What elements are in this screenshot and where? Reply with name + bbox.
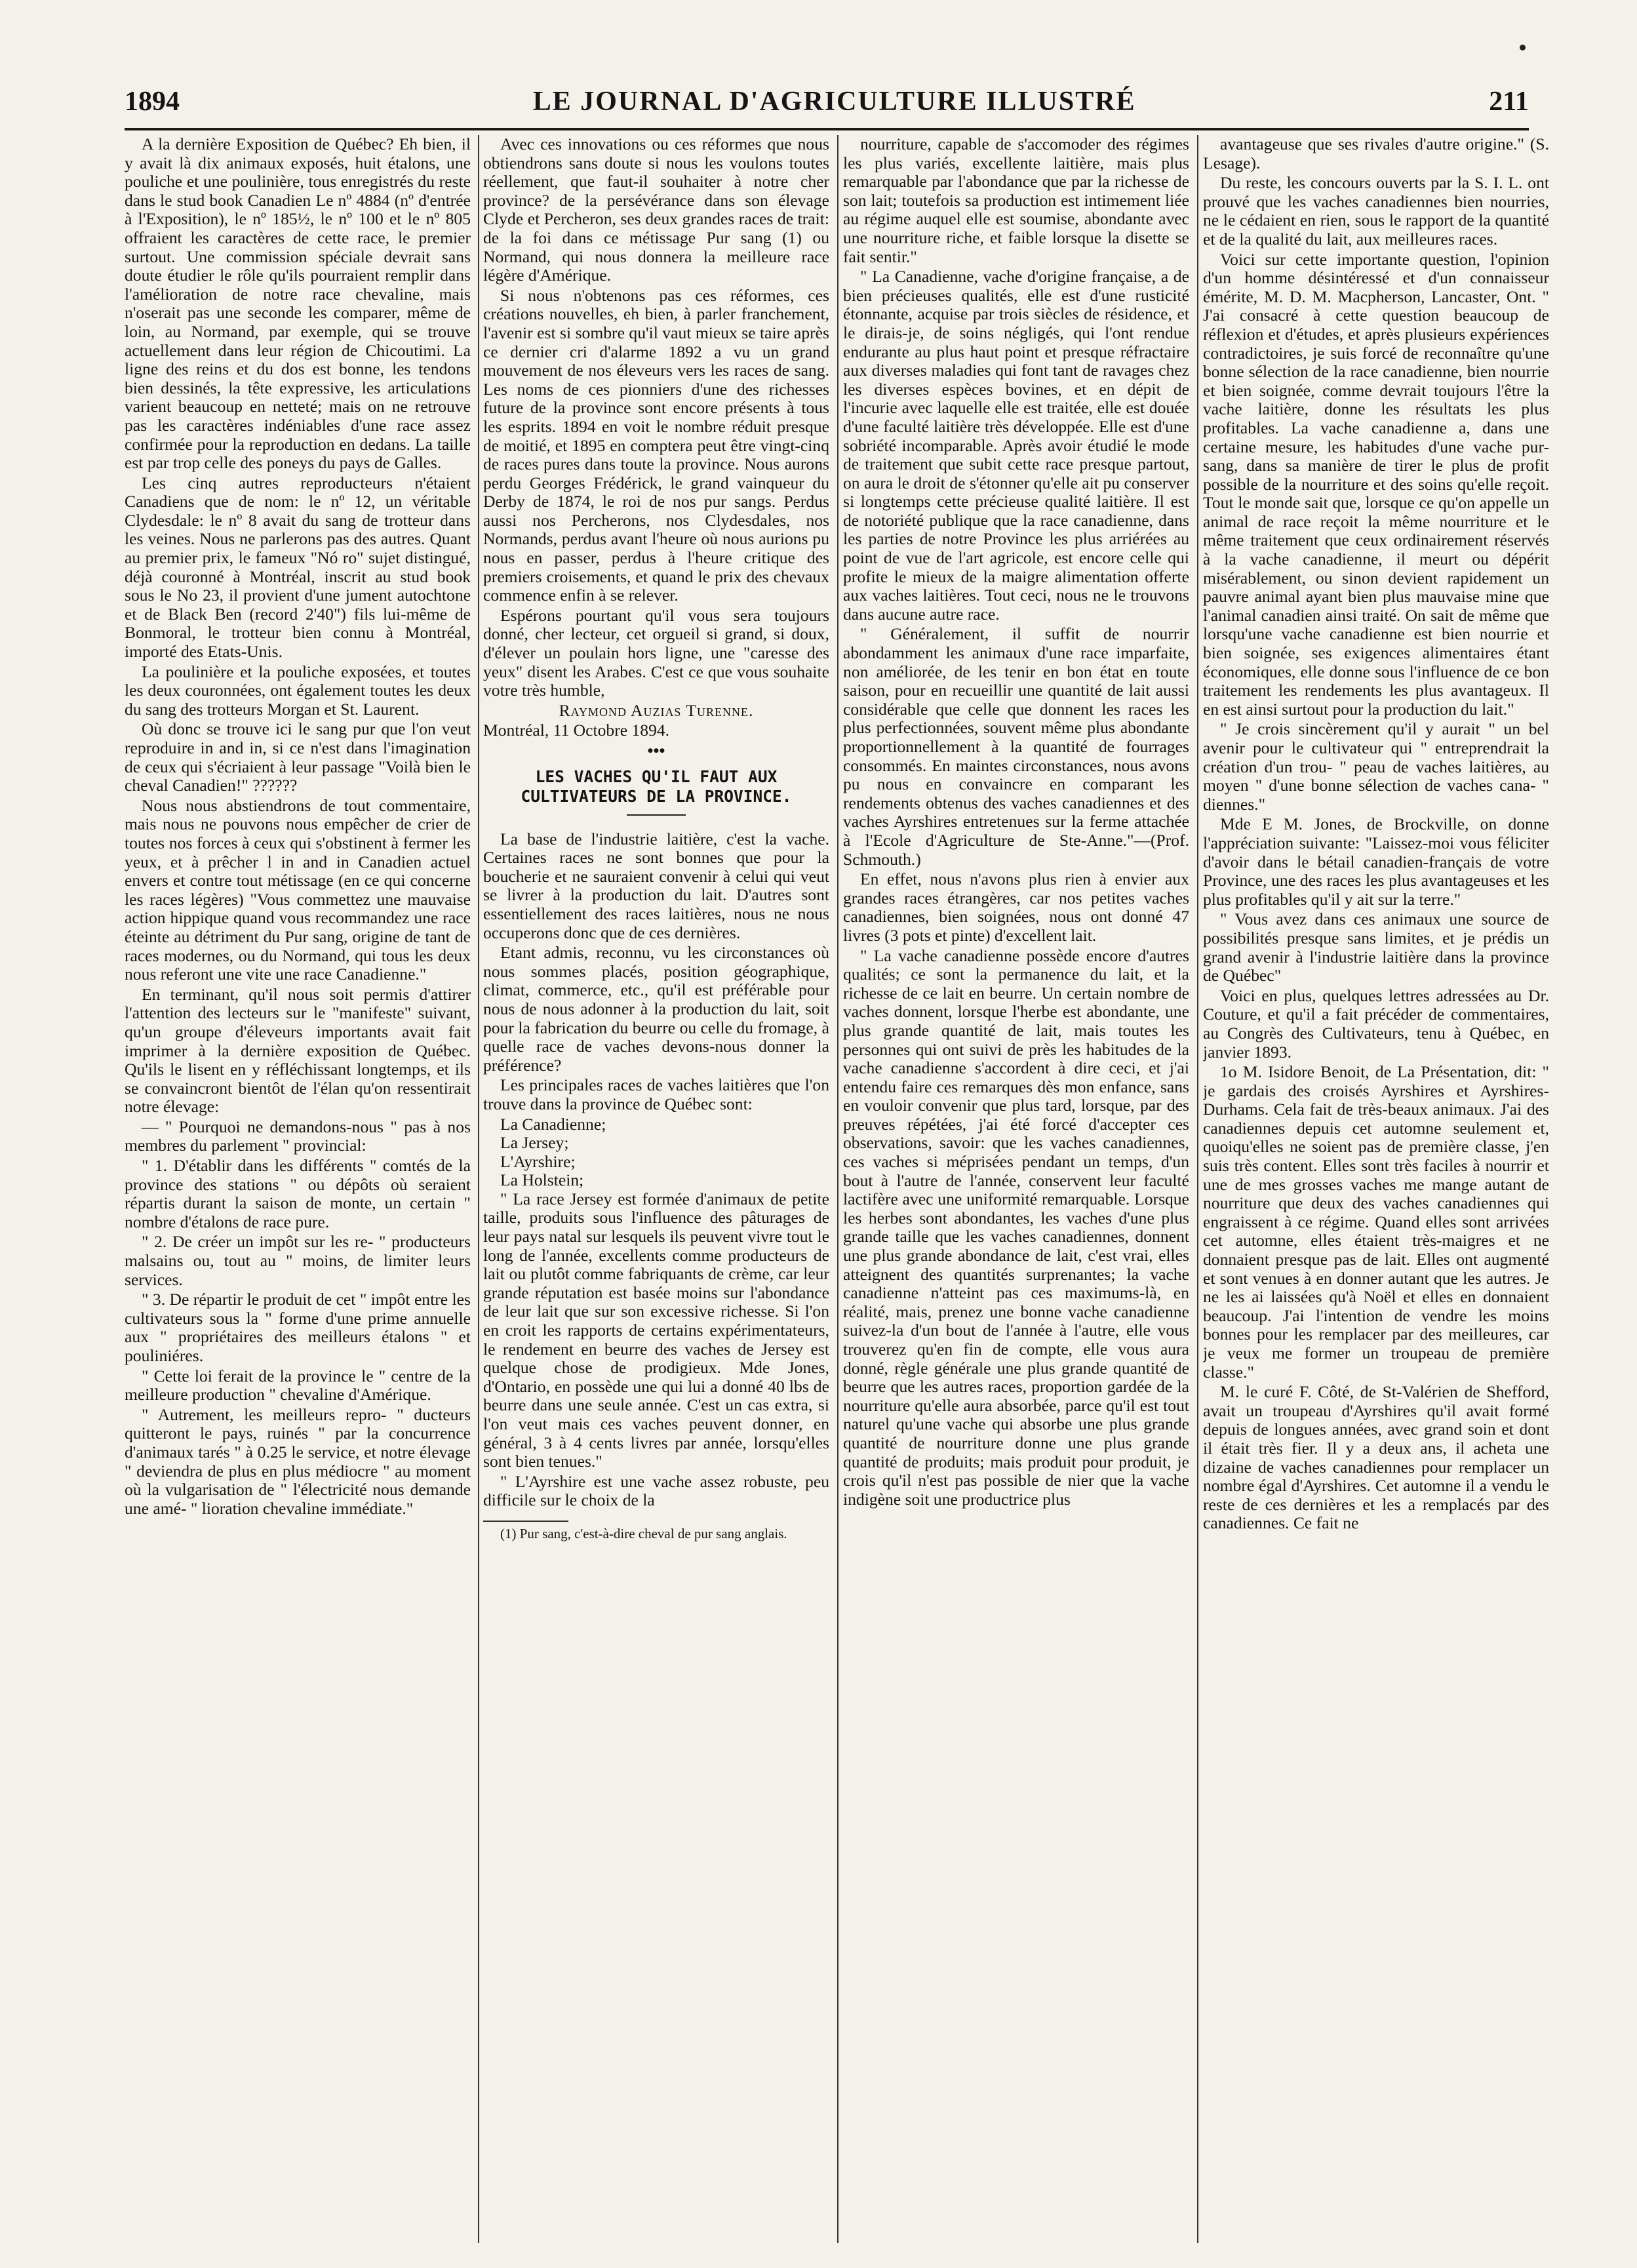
footnote-rule — [483, 1521, 568, 1522]
manifesto-paragraph: " 3. De répartir le produit de cet " impôt entre les cultivateurs sous la " forme d'une prime annuelle aux " propriétaires des meilleurs étalons " et pouliniéres. — [125, 1290, 471, 1365]
paragraph: " L'Ayrshire est une vache assez robuste, peu difficile sur le choix de la — [483, 1471, 829, 1510]
paragraph: Voici sur cette importante question, l'opinion d'un homme désintéressé et d'un connaisseur émérite, M. D. M. Macpherson, Lancaster, Ont. " J'ai consacré à cette question beaucoup de réflexion et d'études, et après plusieurs expériences contradictoires, je suis forcé de reconnaître qu'une bonne sélection de la race canadienne, bien nourrie et bien soignée, comme devrait toujours l'être la vache laitière, donne les résultats les plus profitables. La vache canadienne a, dans une certaine mesure, les habitudes d'une vache pur-sang, dans sa manière de tirer le plus de profit possible de la nourriture et des soins qu'elle reçoit. Tout le monde sait que, lorsque ce qu'on appelle un animal de race reçoit la même nourriture et le même traitement que ceux ordinairement réservés à la vache canadienne, il meurt ou dépérit misérablement, ou sinon devient rapidement un pauvre animal ayant bien plus mauvaise mine que l'animal canadien ainsi traité. On sait de même que lorsqu'une vache canadienne est bien nourrie et bien soignée, ses exigences alimentaires étant économiques, elle donne sous l'influence de ce bon traitement les rendements les plus avantageux. Il en est ainsi surtout pour la production du lait." — [1203, 249, 1549, 719]
paragraph: " Je crois sincèrement qu'il y aurait " un bel avenir pour le cultivateur qui " entreprendrait la création d'un trou- " peau de vaches laitières, au moyen " d'une bonne sélection de vaches cana- " diennes." — [1203, 719, 1549, 814]
paragraph: Voici en plus, quelques lettres adressées au Dr. Couture, et qu'il a fait précéder de commentaires, au Congrès des Cultivateurs, tenu à Québec, en janvier 1893. — [1203, 985, 1549, 1062]
heading-rule — [627, 814, 686, 816]
column-divider — [837, 135, 838, 2243]
paragraph: Mde E M. Jones, de Brockville, on donne l'appréciation suivante: "Laissez-moi vous féliciter d'avoir dans le bétail canadien-français de votre Province, une des races les plus avantageuses et les plus profitables qu'il y ait sur la terre." — [1203, 814, 1549, 909]
paragraph: En terminant, qu'il nous soit permis d'attirer l'attention des lecteurs sur le "manifeste" suivant, qu'un groupe d'éleveurs importants avait fait imprimer à la dernière exposition de Québec. Qu'ils le lisent en y réfléchissant longtemps, et ils se convaincront bientôt de l'élan qu'on ressentirait notre élevage: — [125, 984, 471, 1117]
header-rule — [125, 128, 1529, 130]
section-separator: ••• — [647, 741, 665, 760]
manifesto-paragraph: " 2. De créer un impôt sur les re- " producteurs malsains ou, tout au " moins, de limiter leurs services. — [125, 1232, 471, 1289]
paragraph: " La race Jersey est formée d'animaux de petite taille, produits sous l'influence des pâturages de leur pays natal sur lesquels ils peuvent vivre tout le long de l'année, excellents comme producteurs de lait ou plutôt comme fabriquants de crème, car leur grande réputation est basée moins sur l'abondance de leur lait que sur son excessive richesse. Si l'on en croit les rapports de certains expérimentateurs, le rendement en beurre des vaches de Jersey est quelque chose de prodigieux. Mde Jones, d'Ontario, en possède une qui lui a donné 40 lbs de beurre dans une seule année. C'est un cas extra, si l'on veut mais ces vaches peuvent donner, en général, 3 à 4 cents livres par année, lorsqu'elles sont bien tenues." — [483, 1189, 829, 1471]
column-3 — [843, 135, 1189, 2243]
column-1 — [125, 135, 471, 2243]
paragraph: Etant admis, reconnu, vu les circonstances où nous sommes placés, position géographique, climat, commerce, etc., qu'il est préférable pour nous de nous adonner à la production du lait, soit pour la fabrication du beurre ou celle du fromage, à quelle race de vaches devons-nous donner la préférence? — [483, 943, 829, 1075]
column-divider — [1197, 135, 1198, 2243]
paragraph: En effet, nous n'avons plus rien à envier aux grandes races étrangères, car nos petites vaches canadiennes, bien soignées, nous ont donné 47 livres (3 pots et pinte) d'excellent lait. — [843, 869, 1189, 945]
header-page-number: 211 — [1489, 87, 1529, 117]
paragraph: La poulinière et la pouliche exposées, et toutes les deux couronnées, ont également toutes les deux du sang des trotteurs Morgan et St. Laurent. — [125, 662, 471, 719]
paragraph: " La Canadienne, vache d'origine française, a de bien précieuses qualités, elle est d'une rusticité étonnante, acquise par trois siècles de résidence, et le dirais-je, de soins négligés, qui l'ont rendue endurante au plus haut point et presque réfractaire aux diverses maladies qui font tant de ravages chez les diverses espèces bovines, et en dépit de l'incurie avec laquelle elle est traitée, elle est douée d'une faculté laitière très développée. Elle est d'une sobriété incomparable. Après avoir étudié le mode de traitement que subit cette race presque partout, on aura le droit de s'étonner qu'elle ait pu conserver si longtemps cette précieuse qualité laitière. Il est de notoriété publique que la race canadienne, dans les parties de notre Province les plus arriérées au point de vue de l'art agricole, est encore celle qui profite le mieux de la maigre alimentation offerte aux vaches laitières. Tout ceci, nous ne le trouvons dans aucune autre race. — [843, 267, 1189, 624]
article-heading: LES VACHES QU'IL FAUT AUX CULTIVATEURS DE LA PROVINCE. — [521, 766, 792, 806]
footnote: (1) Pur sang, c'est-à-dire cheval de pur sang anglais. — [500, 1525, 787, 1542]
breed-item: L'Ayrshire; — [500, 1151, 576, 1171]
manifesto-paragraph: — " Pourquoi ne demandons-nous " pas à nos membres du parlement " provincial: — [125, 1117, 471, 1155]
breed-list — [483, 1115, 829, 1190]
author-signature: Raymond Auzias Turenne. — [559, 700, 754, 720]
paragraph: Les principales races de vaches laitières que l'on trouve dans la province de Québec sont: — [483, 1075, 829, 1113]
paragraph: 1o M. Isidore Benoit, de La Présentation, dit: " je gardais des croisés Ayrshires et Ayrshires-Durhams. Cela fait de très-beaux animaux. J'ai des canadiennes depuis cet automne seulement et, quoiqu'elles ne soient pas de première classe, j'en suis très content. Elles sont très faciles à nourrir et une de mes grosses vaches me mange autant de nourriture que deux des vaches canadiennes qui engraissent à ce régime. Quand elles sont arrivées cet automne, elles étaient très-maigres et ne donnaient presque pas de lait. Elles ont augmenté et sont venues à en donner autant que les autres. Je ne les ai laissées qu'à Noël et elles en donnaient beaucoup. J'ai l'intention de vendre les moins bonnes pour les remplacer par des meilleures, car je veux me former un troupeau de première classe." — [1203, 1062, 1549, 1382]
manifesto-paragraph: " Cette loi ferait de la province le " centre de la meilleure production " chevaline d'Amérique. — [125, 1366, 471, 1404]
paragraph: La base de l'industrie laitière, c'est la vache. Certaines races ne sont bonnes que pour la boucherie et ne sauraient convenir à celui qui veut se livrer à la production du lait. D'autres sont essentiellement des races laitières, nous ne nous occuperons donc que de ces dernières. — [483, 829, 829, 942]
paragraph: Nous nous abstiendrons de tout commentaire, mais nous ne pouvons nous empêcher de crier de toutes nos forces à ceux qui s'obstinent à fermer les yeux, et à prêcher l in and in Canadien actuel envers et contre tout métissage (en ce qui concerne les races légères) "Vous commettez une mauvaise action hippique quand vous recommandez une race éteinte au détriment du Pur sang, origine de tant de races modernes, ou du Normand, qui tous les deux nous referont une vite une race Canadienne." — [125, 795, 471, 984]
breed-item: La Jersey; — [500, 1133, 569, 1153]
masthead — [125, 79, 1529, 125]
ink-dot — [1520, 45, 1526, 50]
paragraph: M. le curé F. Côté, de St-Valérien de Shefford, avait un troupeau d'Ayrshires qu'il avait formé depuis de longues années, avec grand soin et dont il était très fier. Il y a deux ans, il acheta une dizaine de vaches canadiennes pour remplacer un nombre égal d'Ayrshires. Cet automne il a vendu le reste de ces dernières et les a remplacés par des canadiennes. Ce fait ne — [1203, 1382, 1549, 1533]
paragraph: nourriture, capable de s'accomoder des régimes les plus variés, excellente laitière, mais plus remarquable par l'abondance que par la richesse de son lait; toutefois sa production est intimement liée au régime auquel elle est soumise, abondante avec une nourriture riche, et faible lorsque la disette se fait sentir." — [843, 135, 1189, 266]
paragraph: Espérons pourtant qu'il vous sera toujours donné, cher lecteur, cet orgueil si grand, si doux, d'élever un poulain hors ligne, une "caresse des yeux" disent les Arabes. C'est ce que vous souhaite votre très humble, — [483, 605, 829, 700]
header-title: LE JOURNAL D'AGRICULTURE ILLUSTRÉ — [532, 87, 1136, 117]
paragraph: Du reste, les concours ouverts par la S. I. L. ont prouvé que les vaches canadiennes bien nourries, ne le cédaient en rien, sous le rapport de la quantité et de la qualité du lait, aux meilleures races. — [1203, 173, 1549, 249]
paragraph: Si nous n'obtenons pas ces réformes, ces créations nouvelles, eh bien, à parler franchement, l'avenir est si sombre qu'il vaut mieux se taire après ce dernier cri d'alarme 1892 a vu un grand mouvement de nos éleveurs vers les races de sang. Les noms de ces pionniers d'une des richesses future de la province sont encore présents à tous les esprits. 1894 en voit le nombre réduit presque de moitié, et 1895 en comptera peut être vingt-cinq de races pures dans toute la province. Nous aurons perdu Georges Frédérick, le grand vainqueur du Derby de 1874, le roi de nos pur sangs. Perdus aussi nos Percherons, nos Clydesdales, nos Normands, perdus avant l'heure où nous aurions pu nous en passer, perdus à l'heure critique des premiers croisements, et quand le prix des chevaux commence enfin à se relever. — [483, 285, 829, 605]
paragraph: " La vache canadienne possède encore d'autres qualités; ce sont la permanence du lait, et la richesse de ce lait en beurre. Un certain nombre de vaches donnent, lorsque l'herbe est abondante, une plus grande quantité de lait, mais toutes les personnes qui ont suivi de près les habitudes de la vache canadienne s'accordent à dire ceci, et j'ai entendu faire ces remarques dès mon enfance, sans en vouloir convenir que plus tard, lorsque, par des preuves répétées, j'ai été forcé d'accepter ces observations, savoir: que les vaches canadiennes, ces vaches si méprisées pendant un temps, d'un bout à l'autre de l'année, conservent leur faculté lactifère avec une uniformité remarquable. Lorsque les herbes sont abondantes, les vaches d'une plus grande taille que les vaches canadiennes, donnent une plus grande abondance de lait, c'est vrai, elles atteignent des quantités surprenantes; la vache canadienne n'atteint pas ces maximums-là, en réalité, mais, prenez une bonne vache canadienne suivez-la d'un bout de l'année à l'autre, elle vous trouverez qu'en fin de compte, elle vous aura donné, règle générale une plus grande quantité de beurre que les autres races, proportion gardée de la nourriture qu'elle aura absorbée, parce qu'il est tout naturel qu'une vache qui absorbe une plus grande quantité de nourriture donne une plus grande quantité de produits; mais produit pour produit, je crois qu'il n'est pas possible de nier que la vache indigène soit une productrice plus — [843, 945, 1189, 1509]
manifesto-paragraph: " Autrement, les meilleurs repro- " ducteurs quitteront le pays, ruinés " par la concurrence d'animaux tarés " à 0.25 le service, et notre élevage " deviendra de plus en plus médiocre " au moment où la vulgarisation de " l'électricité nous demande une amé- " lioration chevaline immédiate." — [125, 1404, 471, 1518]
breed-item: La Holstein; — [500, 1170, 584, 1190]
column-divider — [478, 135, 479, 2243]
paragraph: Avec ces innovations ou ces réformes que nous obtiendrons sans doute si nous les voulons toutes réellement, que faut-il souhaiter à notre cher province? de la persévérance dans son élevage Clyde et Percheron, ses deux grandes races de trait: de la foi dans ce métissage Pur sang (1) ou Normand, qui nous donnera la meilleure race légère d'Amérique. — [483, 135, 829, 285]
paragraph: " Vous avez dans ces animaux une source de possibilités presque sans limites, et je prédis un grand avenir à l'industrie laitière dans la province de Québec" — [1203, 909, 1549, 985]
breed-item: La Canadienne; — [500, 1114, 606, 1134]
manifesto-paragraph: " 1. D'établir dans les différents " comtés de la province des stations " ou dépôts où seraient répartis durant la saison de monte, un certain " nombre d'étalons de race pure. — [125, 1156, 471, 1231]
column-2 — [483, 135, 829, 2243]
paragraph: A la dernière Exposition de Québec? Eh bien, il y avait là dix animaux exposés, huit étalons, une pouliche et une poulinière, tous enregistrés du reste dans le stud book Canadien Le nº 4884 (nº d'entrée à l'Exposition), le nº 185½, le nº 100 et le nº 805 offraient les caractères de cette race, le premier surtout. Une commission spéciale devrait sans doute étudier le rôle qu'ils pourraient remplir dans l'amélioration de notre race chevaline, mais n'oserait pas une seconde les comparer, même de loin, au Normand, par exemple, qui se trouve actuellement dans leur région de Chicoutimi. La ligne des reins et du dos est bonne, les tendons bien dessinés, la tête expressive, les articulations varient beaucoup en netteté; mais on ne retrouve pas les caractères indéniables d'une race assez confirmée pour la reproduction en dedans. La taille est par trop celle des poneys du pays de Galles. — [125, 135, 471, 473]
column-4 — [1203, 135, 1549, 2243]
paragraph: " Généralement, il suffit de nourrir abondamment les animaux d'une race imparfaite, non améliorée, de les tenir en bon état en toute saison, pour en recueillir une quantité de lait aussi considérable que celle que donnent les races les plus perfectionnées, souvent même plus abondante proportionnellement à la quantité de fourrages consommés. En maintes circonstances, nous avons pu nous en convaincre en comparant les rendements obtenus des vaches canadiennes et des vaches Ayrshires entretenues sur la ferme attachée à l'Ecole d'Agriculture de Ste-Anne."—(Prof. Schmouth.) — [843, 624, 1189, 869]
header-year: 1894 — [125, 87, 180, 117]
paragraph: Les cinq autres reproducteurs n'étaient Canadiens que de nom: le nº 12, un véritable Clydesdale: le nº 8 avait du sang de trotteur dans les veines. Nous ne parlerons pas des autres. Quant au premier prix, le fameux "Nó ro" sujet distingué, déjà couronné à Montréal, inscrit au stud book sous le No 23, il provient d'une jument autochtone et de Black Ben (record 2'40") fils lui-même de Bonmoral, le trotteur bien connu à Montréal, importé des Etats-Unis. — [125, 473, 471, 662]
dateline: Montréal, 11 Octobre 1894. — [483, 721, 670, 740]
paragraph: Où donc se trouve ici le sang pur que l'on veut reproduire in and in, si ce n'est dans l'imagination de ceux qui s'écriaient à leur passage "Voilà bien le cheval Canadien!" ?????? — [125, 719, 471, 795]
paragraph: avantageuse que ses rivales d'autre origine." (S. Lesage). — [1203, 135, 1549, 172]
